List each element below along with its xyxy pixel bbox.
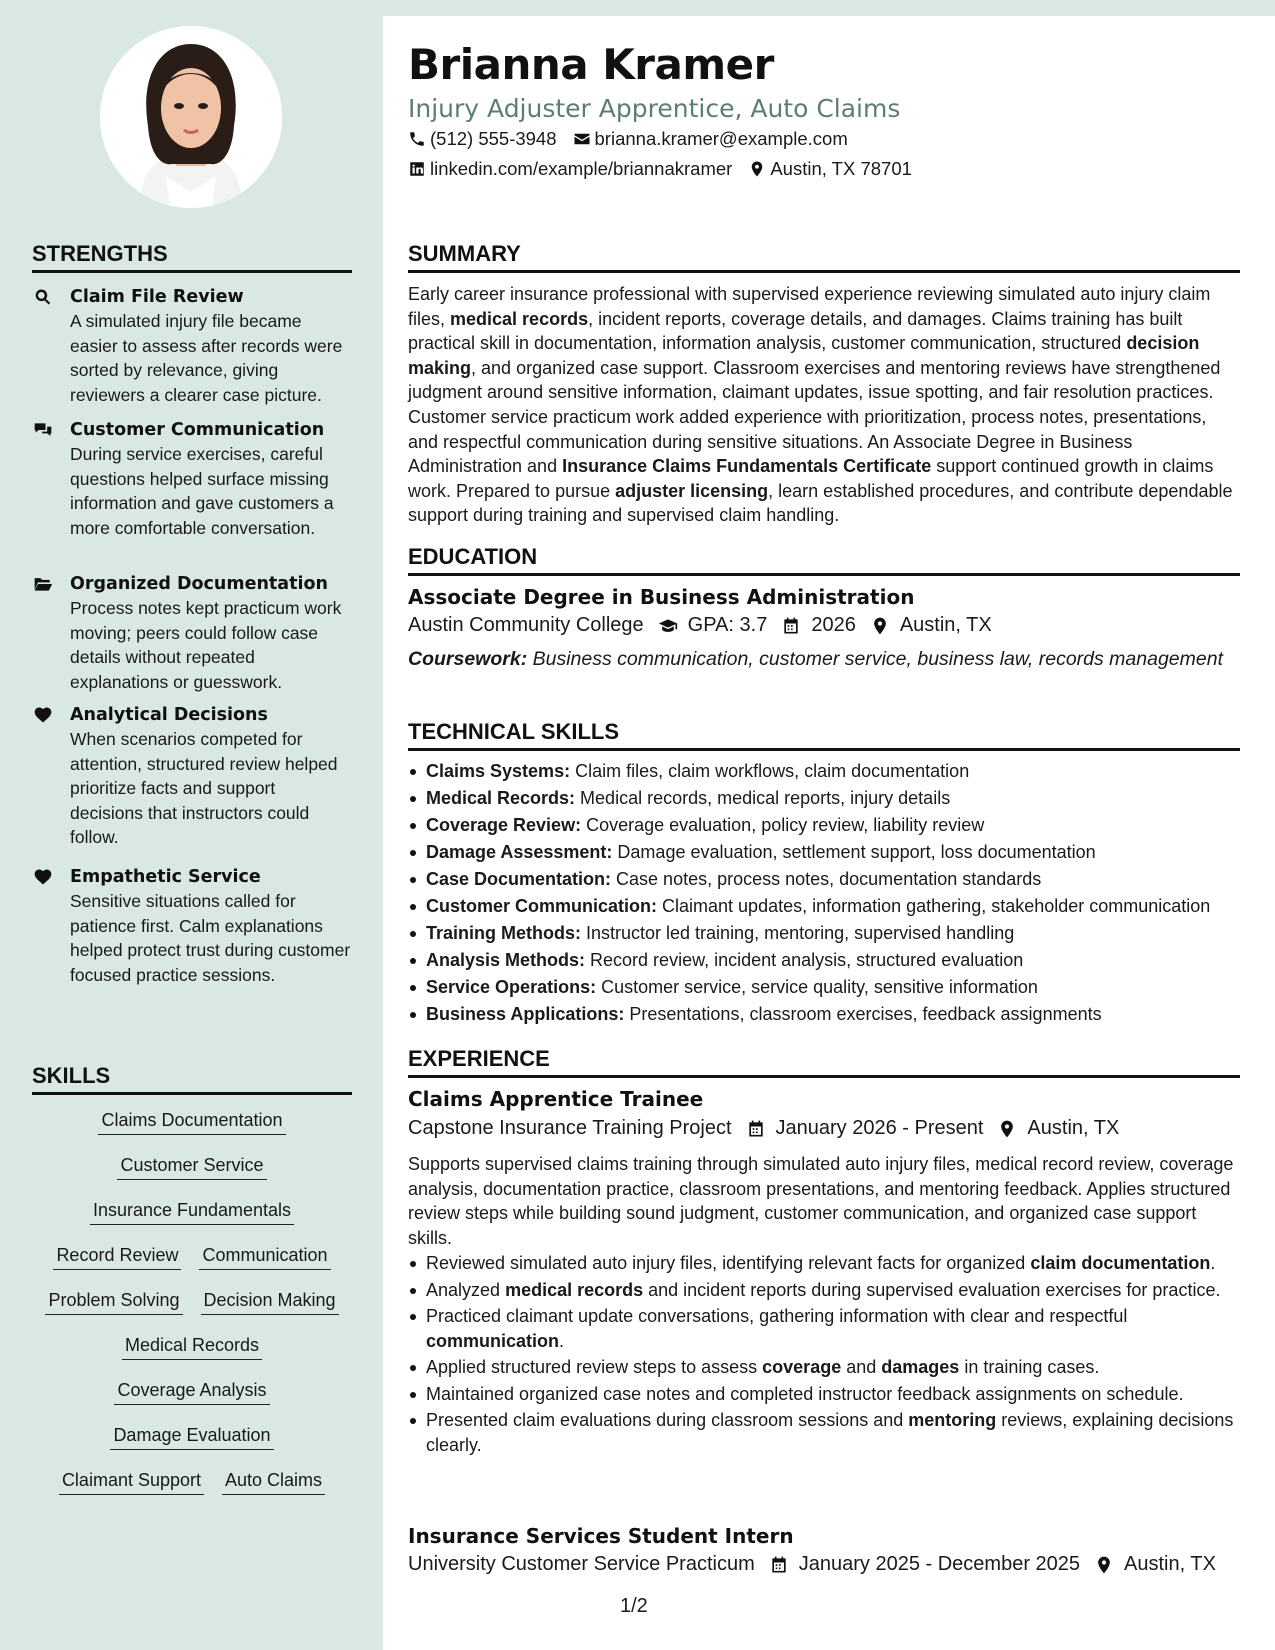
school-location: Austin, TX (870, 614, 992, 637)
gpa: GPA: 3.7 (658, 614, 768, 637)
list-item: Analyzed medical records and incident reports during supervised evaluation exercises for practice. (408, 1278, 1248, 1303)
profile-photo (100, 26, 282, 208)
heart-icon (32, 867, 54, 887)
strength-desc: During service exercises, careful questions helped surface missing information and gave customers a more comfortable conversation. (70, 444, 334, 538)
list-item: Damage Assessment: Damage evaluation, settlement support, loss documentation (408, 839, 1248, 866)
list-item: Maintained organized case notes and completed instructor feedback assignments on schedule. (408, 1382, 1248, 1407)
list-item: Analysis Methods: Record review, incident analysis, structured evaluation (408, 947, 1248, 974)
strength-title: Organized Documentation (70, 574, 328, 594)
strength-title: Claim File Review (70, 287, 244, 307)
skill-tag: Medical Records (122, 1335, 262, 1360)
strength-desc: When scenarios competed for attention, structured review helped prioritize facts and support decisions that instructors could follow. (70, 729, 338, 847)
education-heading: EDUCATION (408, 544, 1240, 576)
skill-tag: Claimant Support (59, 1470, 204, 1495)
list-item: Claims Systems: Claim files, claim workflows, claim documentation (408, 758, 1248, 785)
skill-row (32, 1425, 352, 1470)
candidate-role: Injury Adjuster Apprentice, Auto Claims (408, 94, 901, 123)
search-icon (32, 287, 54, 307)
list-item: Medical Records: Medical records, medical reports, injury details (408, 785, 1248, 812)
list-item: Customer Communication: Claimant updates, information gathering, stakeholder communication (408, 893, 1248, 920)
calendar-icon (769, 1555, 789, 1575)
skill-row (32, 1335, 352, 1380)
heart-icon (32, 705, 54, 725)
job-dates: January 2025 - December 2025 (769, 1553, 1080, 1576)
job-summary: Supports supervised claims training through simulated auto injury files, medical record review, coverage analysis, documentation practice, classroom presentations, and mentoring feedback. Applies structured review steps while building sound judgment, customer communication, and organized case support skills. (408, 1154, 1234, 1248)
strengths-heading: STRENGTHS (32, 241, 352, 273)
location-text: Austin, TX 78701 (770, 158, 912, 179)
job-title: Insurance Services Student Intern (408, 1524, 794, 1548)
strength-item (32, 703, 352, 850)
school-name: Austin Community College (408, 614, 644, 636)
page-indicator: 1/2 (620, 1595, 648, 1617)
envelope-icon (573, 130, 591, 148)
skill-tag: Customer Service (117, 1155, 266, 1180)
skill-tag: Problem Solving (45, 1290, 182, 1315)
skill-tag: Communication (199, 1245, 330, 1270)
skills-heading: SKILLS (32, 1063, 352, 1095)
linkedin-text: linkedin.com/example/briannakramer (430, 158, 733, 179)
skill-tag: Coverage Analysis (114, 1380, 269, 1405)
map-marker-icon (748, 160, 766, 178)
list-item: Training Methods: Instructor led training, mentoring, supervised handling (408, 920, 1248, 947)
skill-tag: Record Review (53, 1245, 181, 1270)
folder-open-icon (32, 574, 54, 594)
job-dates: January 2026 - Present (746, 1117, 984, 1140)
contact-row-2 (408, 158, 928, 180)
phone-contact[interactable] (408, 128, 557, 150)
job-org: Capstone Insurance Training Project (408, 1117, 732, 1139)
list-item: Reviewed simulated auto injury files, identifying relevant facts for organized claim documentation. (408, 1251, 1248, 1276)
skill-row (32, 1245, 352, 1290)
skill-tag: Insurance Fundamentals (90, 1200, 294, 1225)
skill-tag: Decision Making (201, 1290, 339, 1315)
strength-title: Analytical Decisions (70, 705, 268, 725)
summary-heading: SUMMARY (408, 241, 1240, 273)
skills-tags (32, 1110, 352, 1515)
degree-title: Associate Degree in Business Administration (408, 585, 915, 609)
list-item: Business Applications: Presentations, classroom exercises, feedback assignments (408, 1001, 1248, 1028)
map-marker-icon (870, 616, 890, 636)
candidate-name: Brianna Kramer (408, 40, 774, 89)
coursework: Coursework: Business communication, customer service, business law, records management (408, 648, 1224, 670)
list-item: Case Documentation: Case notes, process notes, documentation standards (408, 866, 1248, 893)
list-item: Presented claim evaluations during classroom sessions and mentoring reviews, explaining decisions clearly. (408, 1408, 1248, 1457)
strength-item (32, 572, 352, 694)
education-meta (408, 614, 1006, 637)
contact-row-1 (408, 128, 864, 150)
experience-heading: EXPERIENCE (408, 1046, 1240, 1078)
skill-tag: Claims Documentation (98, 1110, 285, 1135)
strength-desc: Sensitive situations called for patience first. Calm explanations helped protect trust during customer focused practice sessions. (70, 891, 351, 985)
job-location: Austin, TX (1094, 1553, 1216, 1576)
skill-row (32, 1155, 352, 1200)
skill-row (32, 1290, 352, 1335)
list-item: Applied structured review steps to assess coverage and damages in training cases. (408, 1355, 1248, 1380)
graduation-cap-icon (658, 616, 678, 636)
technical-skills-heading: TECHNICAL SKILLS (408, 719, 1240, 751)
comments-icon (32, 420, 54, 440)
linkedin-contact[interactable] (408, 158, 732, 180)
skill-row (32, 1470, 352, 1515)
strength-item (32, 418, 352, 540)
job-bullets (408, 1251, 1248, 1459)
job-title: Claims Apprentice Trainee (408, 1087, 704, 1111)
job-meta (408, 1117, 1133, 1140)
strength-desc: Process notes kept practicum work moving; peers could follow case details without repeated explanations or guesswork. (70, 598, 342, 692)
strength-desc: A simulated injury file became easier to assess after records were sorted by relevance, giving reviewers a clearer case picture. (70, 311, 343, 405)
phone-icon (408, 130, 426, 148)
skill-row (32, 1200, 352, 1245)
linkedin-icon (408, 160, 426, 178)
strength-title: Customer Communication (70, 420, 325, 440)
technical-skills-list (408, 758, 1248, 1028)
location-contact (748, 158, 912, 180)
list-item: Coverage Review: Coverage evaluation, policy review, liability review (408, 812, 1248, 839)
job-meta (408, 1553, 1230, 1576)
map-marker-icon (997, 1119, 1017, 1139)
strength-item (32, 285, 352, 407)
skill-row (32, 1380, 352, 1425)
calendar-icon (781, 616, 801, 636)
strength-title: Empathetic Service (70, 867, 261, 887)
strength-item (32, 865, 352, 987)
job-location: Austin, TX (997, 1117, 1119, 1140)
list-item: Service Operations: Customer service, service quality, sensitive information (408, 974, 1248, 1001)
skill-row (32, 1110, 352, 1155)
phone-text: (512) 555-3948 (430, 128, 557, 149)
skill-tag: Auto Claims (222, 1470, 325, 1495)
graduation-year: 2026 (781, 614, 856, 637)
calendar-icon (746, 1119, 766, 1139)
summary-text: Early career insurance professional with supervised experience reviewing simulated auto injury claim files, medical records, incident reports, coverage details, and damages. Claims training has built practical skill in documentation, information analysis, customer communication, structured decision making, and organized case support. Classroom exercises and mentoring reviews have strengthened judgment around sensitive information, claimant updates, issue spotting, and fair resolution practices. Customer service practicum work added experience with prioritization, process notes, presentations, and respectful communication during sensitive situations. An Associate Degree in Business Administration and Insurance Claims Fundamentals Certificate support continued growth in claims work. Prepared to pursue adjuster licensing, learn established procedures, and contribute dependable support during training and supervised claim handling. (408, 284, 1233, 526)
job-org: University Customer Service Practicum (408, 1553, 755, 1575)
top-strip (383, 0, 1275, 16)
email-text: brianna.kramer@example.com (594, 128, 848, 149)
email-contact[interactable] (573, 128, 848, 150)
map-marker-icon (1094, 1555, 1114, 1575)
list-item: Practiced claimant update conversations, gathering information with clear and respectful communication. (408, 1304, 1248, 1353)
skill-tag: Damage Evaluation (110, 1425, 273, 1450)
